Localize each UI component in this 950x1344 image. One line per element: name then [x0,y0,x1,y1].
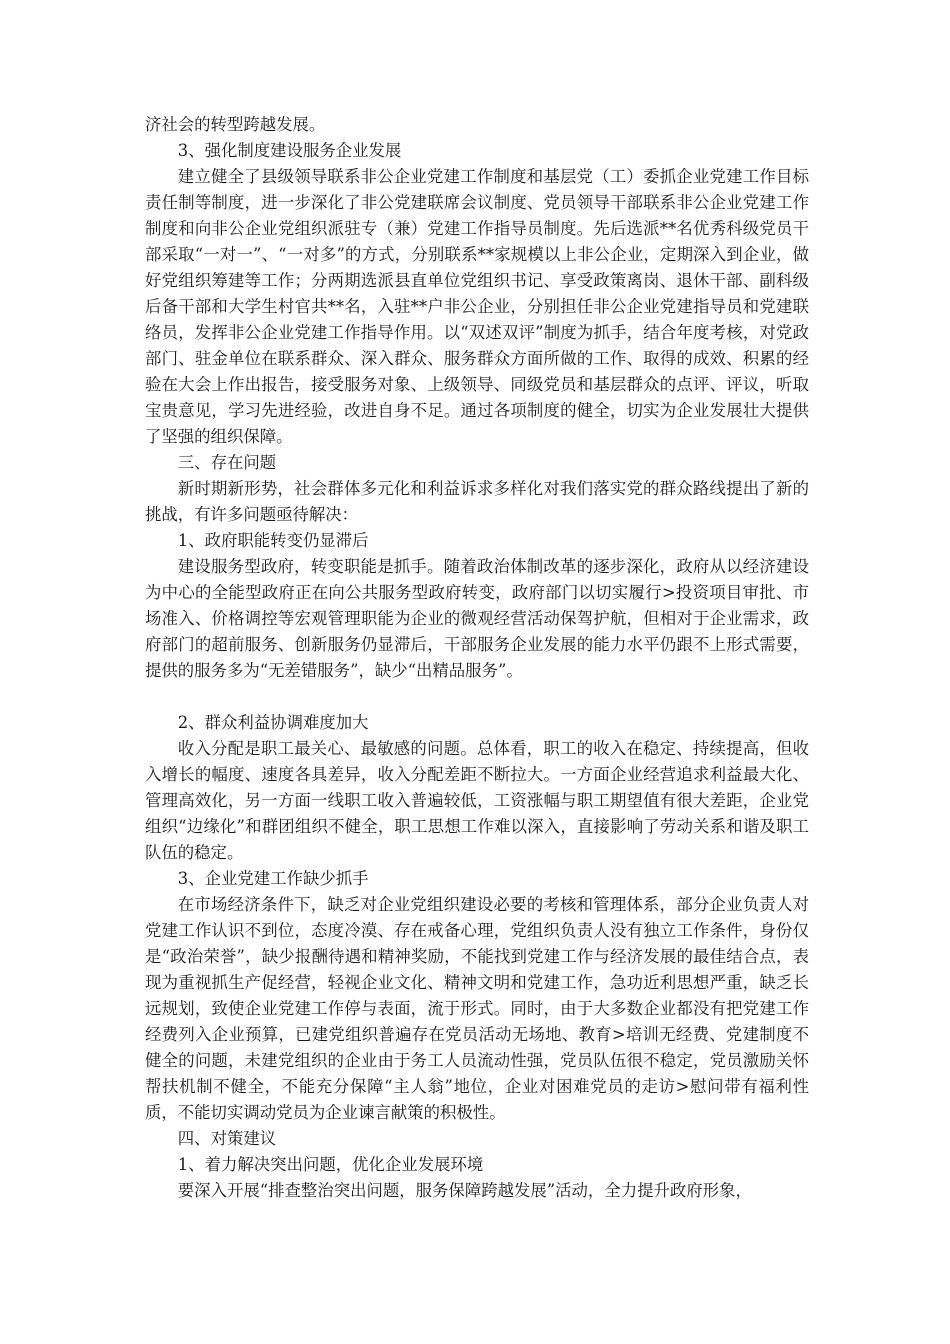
subheading-government-function: 1、政府职能转变仍显滞后 [177,531,369,550]
subheading-party-building: 3、企业党建工作缺少抓手 [177,869,369,888]
subheading-solve-problems: 1、着力解决突出问题，优化企业发展环境 [177,1155,484,1174]
paragraph-mass-interests: 收入分配是职工最关心、最敏感的问题。总体看，职工的收入在稳定、持续提高，但收入增长的幅度、速度各具差异，收入分配差距不断拉大。一方面企业经营追求利益最大化、管理高效化，另一方面一线职工收入普遍较低，工资涨幅与职工期望值有很大差距，企业党组织“边缘化”和群团组织不健全，职工思想工作难以深入，直接影响了劳动关系和谐及职工队伍的稳定。 [145,739,809,862]
paragraph-government-function: 建设服务型政府，转变职能是抓手。随着政治体制改革的逐步深化，政府从以经济建设为中心的全能型政府正在向公共服务型政府转变，政府部门以切实履行>投资项目审批、市场准入、价格调控等宏观管理职能为企业的微观经营活动保驾护航，但相对于企业需求，政府部门的超前服务、创新服务仍显滞后，干部服务企业发展的能力水平仍跟不上形式需要，提供的服务多为“无差错服务”，缺少“出精品服务”。 [145,557,809,680]
paragraph-continuation: 济社会的转型跨越发展。 [145,115,326,134]
paragraph-party-building: 在市场经济条件下，缺乏对企业党组织建设必要的考核和管理体系，部分企业负责人对党建工作认识不到位，态度冷漠、存在戒备心理，党组织负责人没有独立工作条件，身份仅是“政治荣誉”，缺少报酬待遇和精神奖励，不能找到党建工作与经济发展的最佳结合点，表现为重视抓生产促经营，轻视企业文化、精神文明和党建工作，急功近利思想严重，缺乏长远规划，致使企业党建工作停与表面，流于形式。同时，由于大多数企业都没有把党建工作经费列入企业预算，已建党组织普遍存在党员活动无场地、教育>培训无经费、党建制度不健全的问题，未建党组织的企业由于务工人员流动性强，党员队伍很不稳定，党员激励关怀帮扶机制不健全，不能充分保障“主人翁”地位，企业对困难党员的走访>慰问带有福利性质，不能切实调动党员为企业谏言献策的积极性。 [145,895,809,1122]
paragraph-solve-problems: 要深入开展“排查整治突出问题，服务保障跨越发展”活动，全力提升政府形象， [177,1181,752,1200]
section-heading-suggestions: 四、对策建议 [177,1129,277,1148]
document-body [145,112,809,1204]
section-heading-problems: 三、存在问题 [177,453,277,472]
subheading-mass-interests: 2、群众利益协调难度加大 [177,713,369,732]
paragraph-problems-intro: 新时期新形势，社会群体多元化和利益诉求多样化对我们落实党的群众路线提出了新的挑战，有许多问题亟待解决： [145,479,809,524]
paragraph-system-building: 建立健全了县级领导联系非公企业党建工作制度和基层党（工）委抓企业党建工作目标责任制等制度，进一步深化了非公党建联席会议制度、党员领导干部联系非公企业党建工作制度和向非公企业党组织派驻专（兼）党建工作指导员制度。先后选派**名优秀科级党员干部采取“一对一”、“一对多”的方式，分别联系**家规模以上非公企业，定期深入到企业，做好党组织筹建等工作；分两期选派县直单位党组织书记、享受政策离岗、退休干部、副科级后备干部和大学生村官共**名，入驻**户非公企业，分别担任非公企业党建指导员和党建联络员，发挥非公企业党建工作指导作用。以“双述双评”制度为抓手，结合年度考核，对党政部门、驻金单位在联系群众、深入群众、服务群众方面所做的工作、取得的成效、积累的经验在大会上作出报告，接受服务对象、上级领导、同级党员和基层群众的点评、评议，听取宝贵意见，学习先进经验，改进自身不足。通过各项制度的健全，切实为企业发展壮大提供了坚强的组织保障。 [145,167,809,446]
subheading-system-building: 3、强化制度建设服务企业发展 [177,141,402,160]
paragraph-spacer [145,684,809,710]
